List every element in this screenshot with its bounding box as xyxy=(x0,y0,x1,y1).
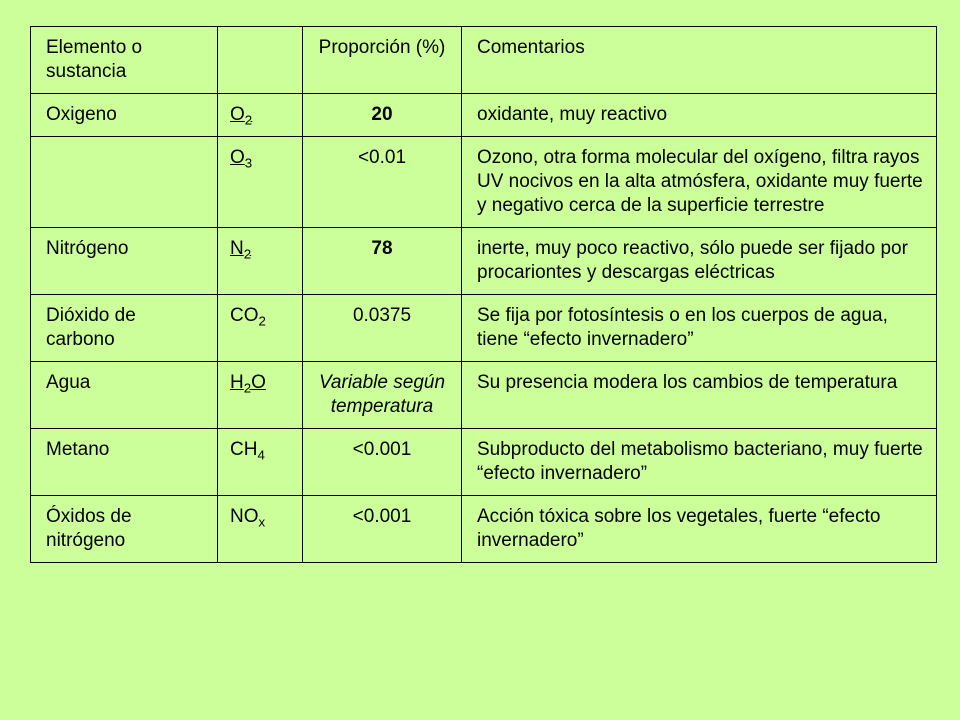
table-row xyxy=(31,295,937,362)
cell-formula: $H_2O$ xyxy=(218,362,303,429)
cell-comentario: Se fija por fotosíntesis o en los cuerpos de agua, tiene “efecto invernadero” xyxy=(462,295,937,362)
cell-comentario: oxidante, muy reactivo xyxy=(462,94,937,137)
table-row xyxy=(31,429,937,496)
table-row xyxy=(31,496,937,563)
table-header-row xyxy=(31,27,937,94)
cell-comentario: Su presencia modera los cambios de temperatura xyxy=(462,362,937,429)
table-row xyxy=(31,228,937,295)
cell-comentario: Acción tóxica sobre los vegetales, fuerte “efecto invernadero” xyxy=(462,496,937,563)
cell-elemento: Metano xyxy=(31,429,218,496)
cell-proporcion: 0.0375 xyxy=(303,295,462,362)
cell-proporcion: Variable según temperatura xyxy=(303,362,462,429)
cell-elemento: Dióxido de carbono xyxy=(31,295,218,362)
cell-proporcion: 20 xyxy=(303,94,462,137)
cell-proporcion: <0.001 xyxy=(303,429,462,496)
header-proporcion: Proporción (%) xyxy=(303,27,462,94)
cell-formula: $CH_4$ xyxy=(218,429,303,496)
table-row xyxy=(31,137,937,228)
table-row xyxy=(31,362,937,429)
header-elemento: Elemento o sustancia xyxy=(31,27,218,94)
cell-elemento: Óxidos de nitrógeno xyxy=(31,496,218,563)
cell-elemento xyxy=(31,137,218,228)
cell-comentario: inerte, muy poco reactivo, sólo puede ser fijado por procariontes y descargas eléctricas xyxy=(462,228,937,295)
cell-proporcion: 78 xyxy=(303,228,462,295)
table-row xyxy=(31,94,937,137)
cell-formula: $N_2$ xyxy=(218,228,303,295)
cell-comentario: Subproducto del metabolismo bacteriano, muy fuerte “efecto invernadero” xyxy=(462,429,937,496)
header-comentarios: Comentarios xyxy=(462,27,937,94)
cell-formula: $O_3$ xyxy=(218,137,303,228)
cell-formula: $O_2$ xyxy=(218,94,303,137)
cell-proporcion: <0.01 xyxy=(303,137,462,228)
cell-formula: $CO_2$ xyxy=(218,295,303,362)
cell-elemento: Agua xyxy=(31,362,218,429)
cell-elemento: Oxigeno xyxy=(31,94,218,137)
cell-proporcion: <0.001 xyxy=(303,496,462,563)
cell-formula: $NO_x$ xyxy=(218,496,303,563)
header-formula xyxy=(218,27,303,94)
atmosphere-composition-table xyxy=(30,26,937,563)
cell-comentario: Ozono, otra forma molecular del oxígeno, filtra rayos UV nocivos en la alta atmósfera, oxidante muy fuerte y negativo cerca de la superficie terrestre xyxy=(462,137,937,228)
cell-elemento: Nitrógeno xyxy=(31,228,218,295)
